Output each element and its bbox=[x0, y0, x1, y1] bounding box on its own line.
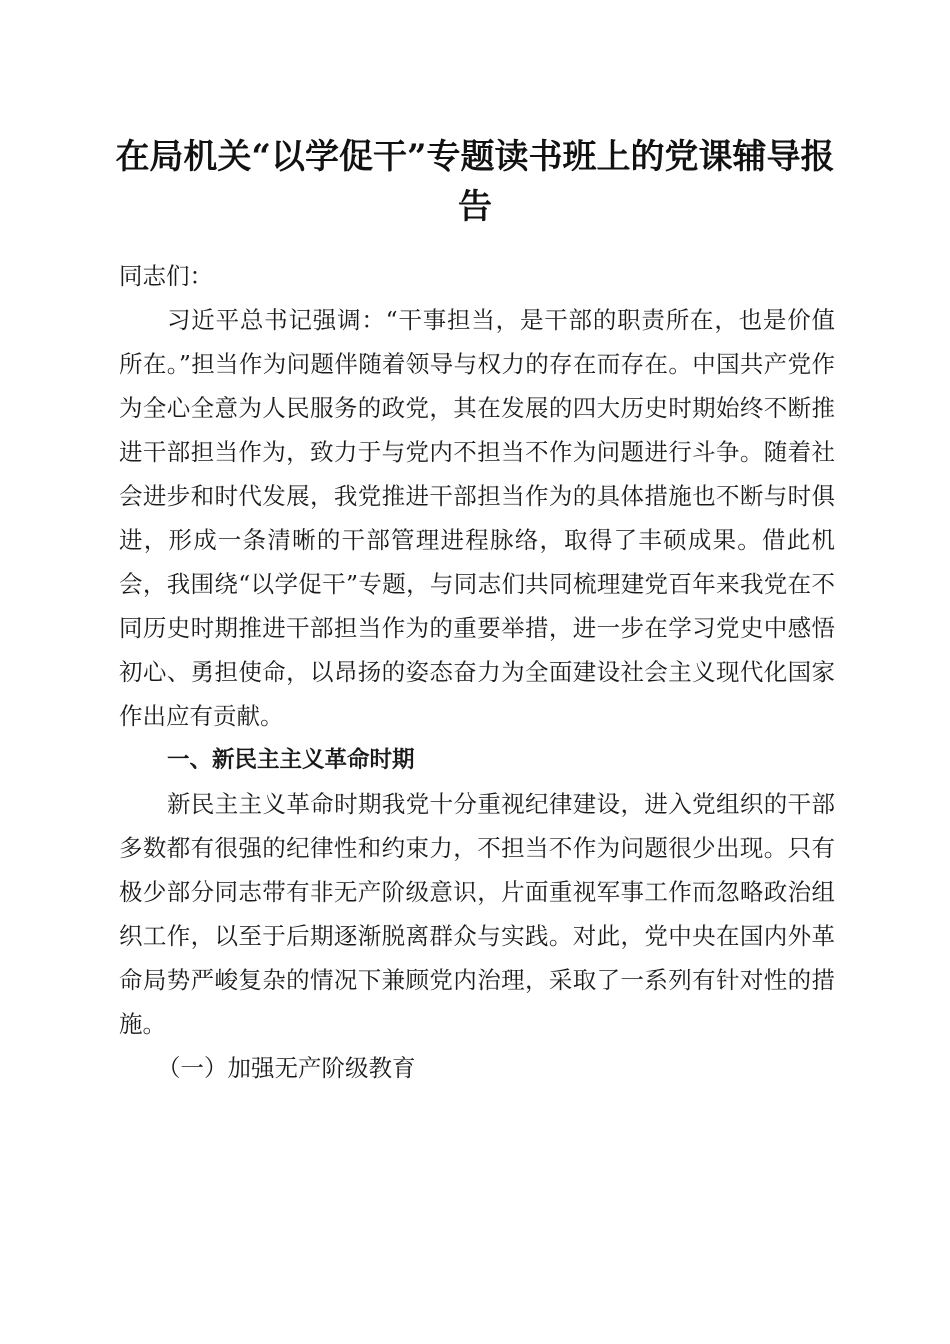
salutation: 同志们： bbox=[119, 262, 213, 290]
document-title: 在局机关“以学促干”专题读书班上的党课辅导报告 bbox=[115, 137, 835, 227]
subsection-heading: （一）加强无产阶级教育 bbox=[157, 1054, 416, 1082]
document-body bbox=[119, 254, 835, 1090]
intro-paragraph: 习近平总书记强调：“干事担当，是干部的职责所在，也是价值所在。”担当作为问题伴随着领导与权力的存在而存在。中国共产党作为全心全意为人民服务的政党，其在发展的四大历史时期始终不断推进干部担当作为，致力于与党内不担当不作为问题进行斗争。随着社会进步和时代发展，我党推进干部担当作为的具体措施也不断与时俱进，形成一条清晰的干部管理进程脉络，取得了丰硕成果。借此机会，我围绕“以学促干”专题，与同志们共同梳理建党百年来我党在不同历史时期推进干部担当作为的重要举措，进一步在学习党史中感悟初心、勇担使命，以昂扬的姿态奋力为全面建设社会主义现代化国家作出应有贡献。 bbox=[119, 306, 835, 730]
section-paragraph: 新民主主义革命时期我党十分重视纪律建设，进入党组织的干部多数都有很强的纪律性和约束力，不担当不作为问题很少出现。只有极少部分同志带有非无产阶级意识，片面重视军事工作而忽略政治组织工作，以至于后期逐渐脱离群众与实践。对此，党中央在国内外革命局势严峻复杂的情况下兼顾党内治理，采取了一系列有针对性的措施。 bbox=[119, 790, 835, 1038]
section-heading: 一、新民主主义革命时期 bbox=[167, 747, 415, 773]
